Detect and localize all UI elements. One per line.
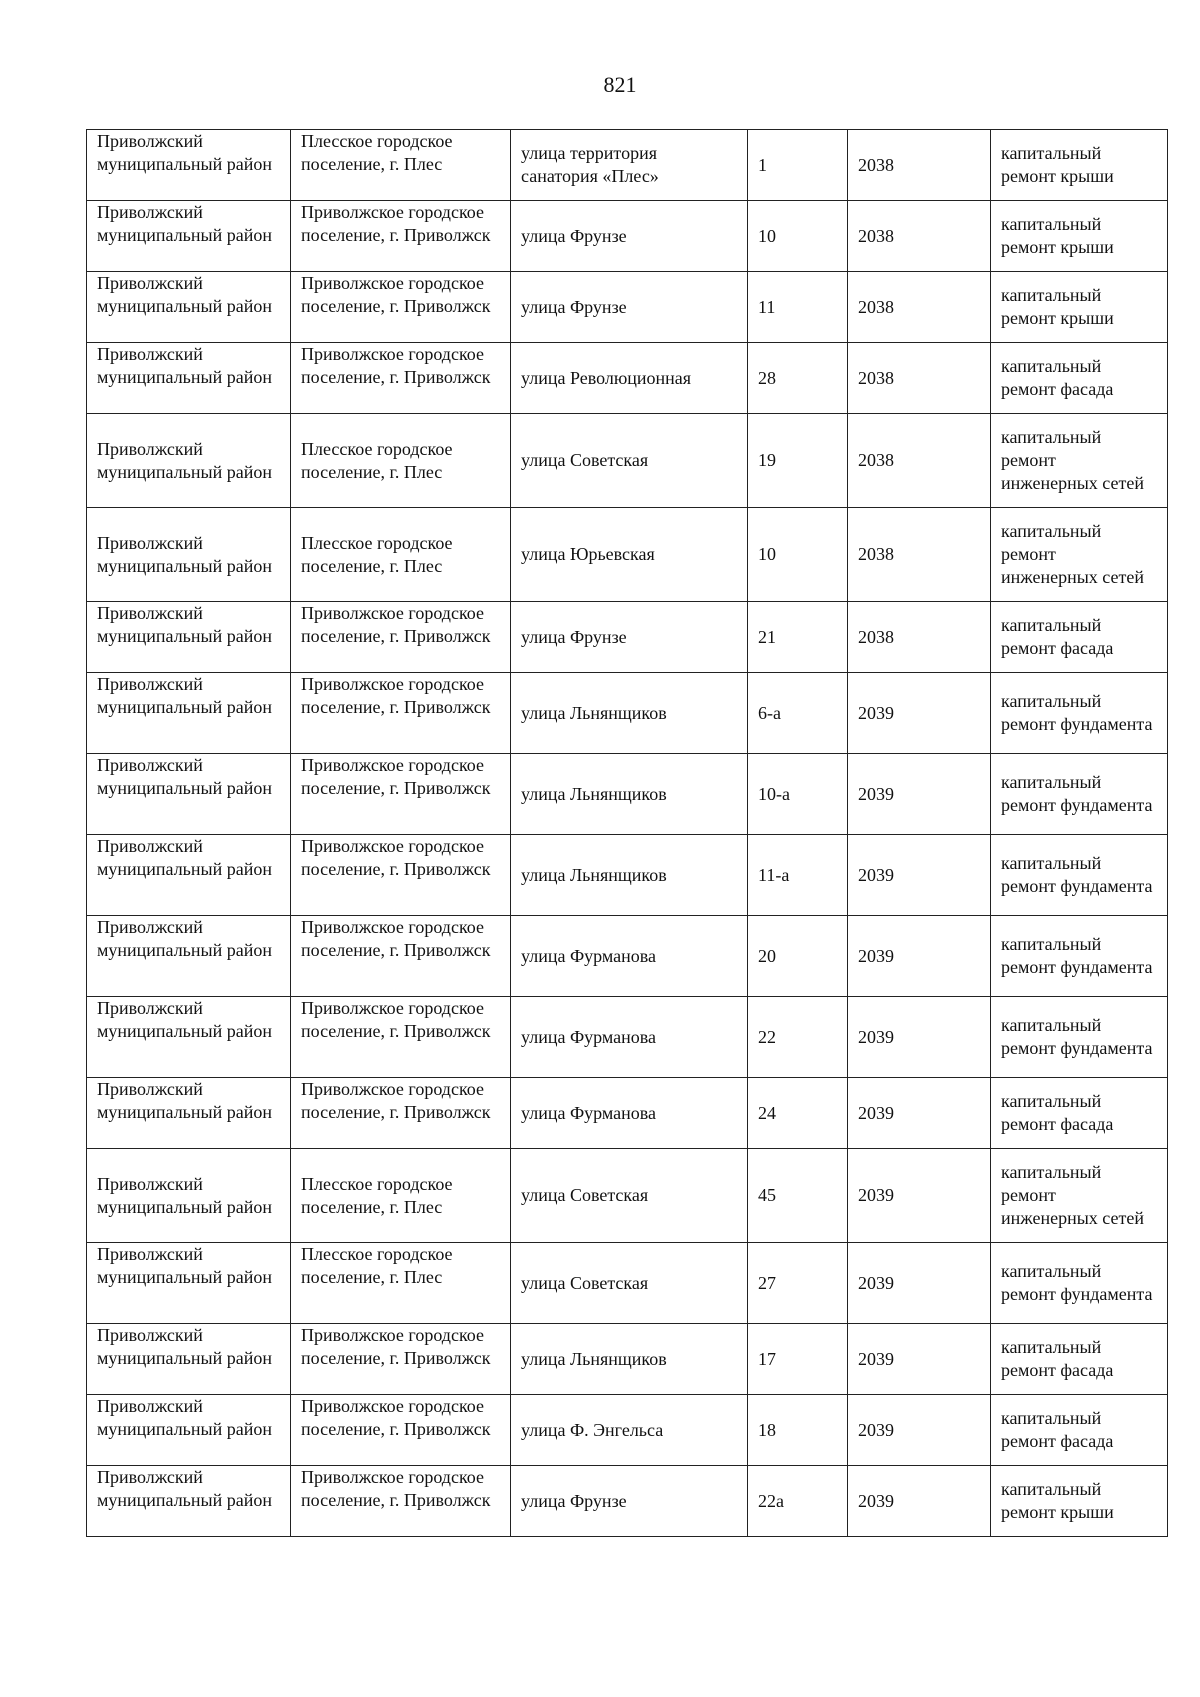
- street-cell: улица Фрунзе: [511, 602, 748, 673]
- year-cell: 2038: [848, 508, 991, 602]
- settlement-cell: Плесское городское поселение, г. Плес: [291, 414, 511, 508]
- street-cell: улица Фурманова: [511, 1078, 748, 1149]
- work-type-cell: капитальный ремонт крыши: [991, 130, 1168, 201]
- street-cell: улица Льнянщиков: [511, 754, 748, 835]
- street-cell: улица Льнянщиков: [511, 835, 748, 916]
- district-cell: Приволжский муниципальный район: [87, 1149, 291, 1243]
- house-number-cell: 21: [748, 602, 848, 673]
- settlement-cell: Приволжское городское поселение, г. Приволжск: [291, 1466, 511, 1537]
- settlement-cell: Приволжское городское поселение, г. Приволжск: [291, 1395, 511, 1466]
- table-row: [87, 1243, 1168, 1324]
- street-cell: улица Фрунзе: [511, 1466, 748, 1537]
- repair-schedule-table: [86, 129, 1168, 1537]
- year-cell: 2039: [848, 835, 991, 916]
- work-type-cell: капитальный ремонт фасада: [991, 1395, 1168, 1466]
- street-cell: улица Революционная: [511, 343, 748, 414]
- settlement-cell: Приволжское городское поселение, г. Приволжск: [291, 343, 511, 414]
- street-cell: улица территория санатория «Плес»: [511, 130, 748, 201]
- house-number-cell: 17: [748, 1324, 848, 1395]
- work-type-cell: капитальный ремонт фундамента: [991, 754, 1168, 835]
- street-cell: улица Советская: [511, 1243, 748, 1324]
- house-number-cell: 28: [748, 343, 848, 414]
- district-cell: Приволжский муниципальный район: [87, 997, 291, 1078]
- district-cell: Приволжский муниципальный район: [87, 916, 291, 997]
- settlement-cell: Приволжское городское поселение, г. Приволжск: [291, 997, 511, 1078]
- table-row: [87, 602, 1168, 673]
- work-type-cell: капитальный ремонт крыши: [991, 201, 1168, 272]
- year-cell: 2039: [848, 997, 991, 1078]
- table-row: [87, 1149, 1168, 1243]
- work-type-cell: капитальный ремонт фасада: [991, 1078, 1168, 1149]
- house-number-cell: 20: [748, 916, 848, 997]
- settlement-cell: Приволжское городское поселение, г. Приволжск: [291, 1078, 511, 1149]
- year-cell: 2038: [848, 201, 991, 272]
- street-cell: улица Фурманова: [511, 916, 748, 997]
- settlement-cell: Приволжское городское поселение, г. Приволжск: [291, 754, 511, 835]
- year-cell: 2038: [848, 272, 991, 343]
- year-cell: 2039: [848, 673, 991, 754]
- table-row: [87, 997, 1168, 1078]
- settlement-cell: Плесское городское поселение, г. Плес: [291, 130, 511, 201]
- district-cell: Приволжский муниципальный район: [87, 272, 291, 343]
- settlement-cell: Приволжское городское поселение, г. Приволжск: [291, 916, 511, 997]
- table-body: [87, 130, 1168, 1537]
- street-cell: улица Льнянщиков: [511, 673, 748, 754]
- year-cell: 2038: [848, 602, 991, 673]
- house-number-cell: 6-а: [748, 673, 848, 754]
- house-number-cell: 27: [748, 1243, 848, 1324]
- street-cell: улица Фрунзе: [511, 272, 748, 343]
- table-row: [87, 508, 1168, 602]
- page-number: 821: [603, 72, 637, 97]
- year-cell: 2038: [848, 414, 991, 508]
- street-cell: улица Юрьевская: [511, 508, 748, 602]
- work-type-cell: капитальный ремонт фундамента: [991, 916, 1168, 997]
- year-cell: 2039: [848, 1078, 991, 1149]
- district-cell: Приволжский муниципальный район: [87, 343, 291, 414]
- table-row: [87, 1324, 1168, 1395]
- house-number-cell: 10-а: [748, 754, 848, 835]
- work-type-cell: капитальный ремонт фасада: [991, 602, 1168, 673]
- district-cell: Приволжский муниципальный район: [87, 754, 291, 835]
- district-cell: Приволжский муниципальный район: [87, 1078, 291, 1149]
- table-row: [87, 272, 1168, 343]
- settlement-cell: Приволжское городское поселение, г. Приволжск: [291, 602, 511, 673]
- house-number-cell: 10: [748, 508, 848, 602]
- district-cell: Приволжский муниципальный район: [87, 673, 291, 754]
- district-cell: Приволжский муниципальный район: [87, 1243, 291, 1324]
- work-type-cell: капитальный ремонт фасада: [991, 1324, 1168, 1395]
- district-cell: Приволжский муниципальный район: [87, 1395, 291, 1466]
- settlement-cell: Приволжское городское поселение, г. Приволжск: [291, 673, 511, 754]
- house-number-cell: 11: [748, 272, 848, 343]
- street-cell: улица Советская: [511, 1149, 748, 1243]
- work-type-cell: капитальный ремонт инженерных сетей: [991, 508, 1168, 602]
- settlement-cell: Плесское городское поселение, г. Плес: [291, 508, 511, 602]
- table-row: [87, 1078, 1168, 1149]
- table-row: [87, 130, 1168, 201]
- house-number-cell: 22а: [748, 1466, 848, 1537]
- year-cell: 2039: [848, 916, 991, 997]
- table-row: [87, 1466, 1168, 1537]
- street-cell: улица Льнянщиков: [511, 1324, 748, 1395]
- year-cell: 2038: [848, 130, 991, 201]
- table-row: [87, 916, 1168, 997]
- street-cell: улица Фурманова: [511, 997, 748, 1078]
- district-cell: Приволжский муниципальный район: [87, 130, 291, 201]
- year-cell: 2039: [848, 754, 991, 835]
- work-type-cell: капитальный ремонт инженерных сетей: [991, 414, 1168, 508]
- year-cell: 2039: [848, 1466, 991, 1537]
- district-cell: Приволжский муниципальный район: [87, 508, 291, 602]
- table-row: [87, 673, 1168, 754]
- table-row: [87, 754, 1168, 835]
- house-number-cell: 45: [748, 1149, 848, 1243]
- house-number-cell: 19: [748, 414, 848, 508]
- district-cell: Приволжский муниципальный район: [87, 602, 291, 673]
- year-cell: 2039: [848, 1243, 991, 1324]
- district-cell: Приволжский муниципальный район: [87, 201, 291, 272]
- work-type-cell: капитальный ремонт крыши: [991, 1466, 1168, 1537]
- street-cell: улица Советская: [511, 414, 748, 508]
- work-type-cell: капитальный ремонт фундамента: [991, 997, 1168, 1078]
- house-number-cell: 1: [748, 130, 848, 201]
- settlement-cell: Приволжское городское поселение, г. Приволжск: [291, 201, 511, 272]
- district-cell: Приволжский муниципальный район: [87, 1466, 291, 1537]
- district-cell: Приволжский муниципальный район: [87, 835, 291, 916]
- street-cell: улица Фрунзе: [511, 201, 748, 272]
- table-row: [87, 343, 1168, 414]
- settlement-cell: Плесское городское поселение, г. Плес: [291, 1243, 511, 1324]
- work-type-cell: капитальный ремонт крыши: [991, 272, 1168, 343]
- table-row: [87, 414, 1168, 508]
- year-cell: 2039: [848, 1395, 991, 1466]
- work-type-cell: капитальный ремонт фасада: [991, 343, 1168, 414]
- table-row: [87, 201, 1168, 272]
- house-number-cell: 22: [748, 997, 848, 1078]
- settlement-cell: Приволжское городское поселение, г. Приволжск: [291, 1324, 511, 1395]
- settlement-cell: Приволжское городское поселение, г. Приволжск: [291, 835, 511, 916]
- house-number-cell: 10: [748, 201, 848, 272]
- street-cell: улица Ф. Энгельса: [511, 1395, 748, 1466]
- work-type-cell: капитальный ремонт фундамента: [991, 1243, 1168, 1324]
- house-number-cell: 11-а: [748, 835, 848, 916]
- house-number-cell: 18: [748, 1395, 848, 1466]
- settlement-cell: Приволжское городское поселение, г. Приволжск: [291, 272, 511, 343]
- district-cell: Приволжский муниципальный район: [87, 414, 291, 508]
- year-cell: 2038: [848, 343, 991, 414]
- district-cell: Приволжский муниципальный район: [87, 1324, 291, 1395]
- year-cell: 2039: [848, 1149, 991, 1243]
- work-type-cell: капитальный ремонт фундамента: [991, 673, 1168, 754]
- work-type-cell: капитальный ремонт фундамента: [991, 835, 1168, 916]
- year-cell: 2039: [848, 1324, 991, 1395]
- house-number-cell: 24: [748, 1078, 848, 1149]
- settlement-cell: Плесское городское поселение, г. Плес: [291, 1149, 511, 1243]
- table-row: [87, 835, 1168, 916]
- work-type-cell: капитальный ремонт инженерных сетей: [991, 1149, 1168, 1243]
- table-row: [87, 1395, 1168, 1466]
